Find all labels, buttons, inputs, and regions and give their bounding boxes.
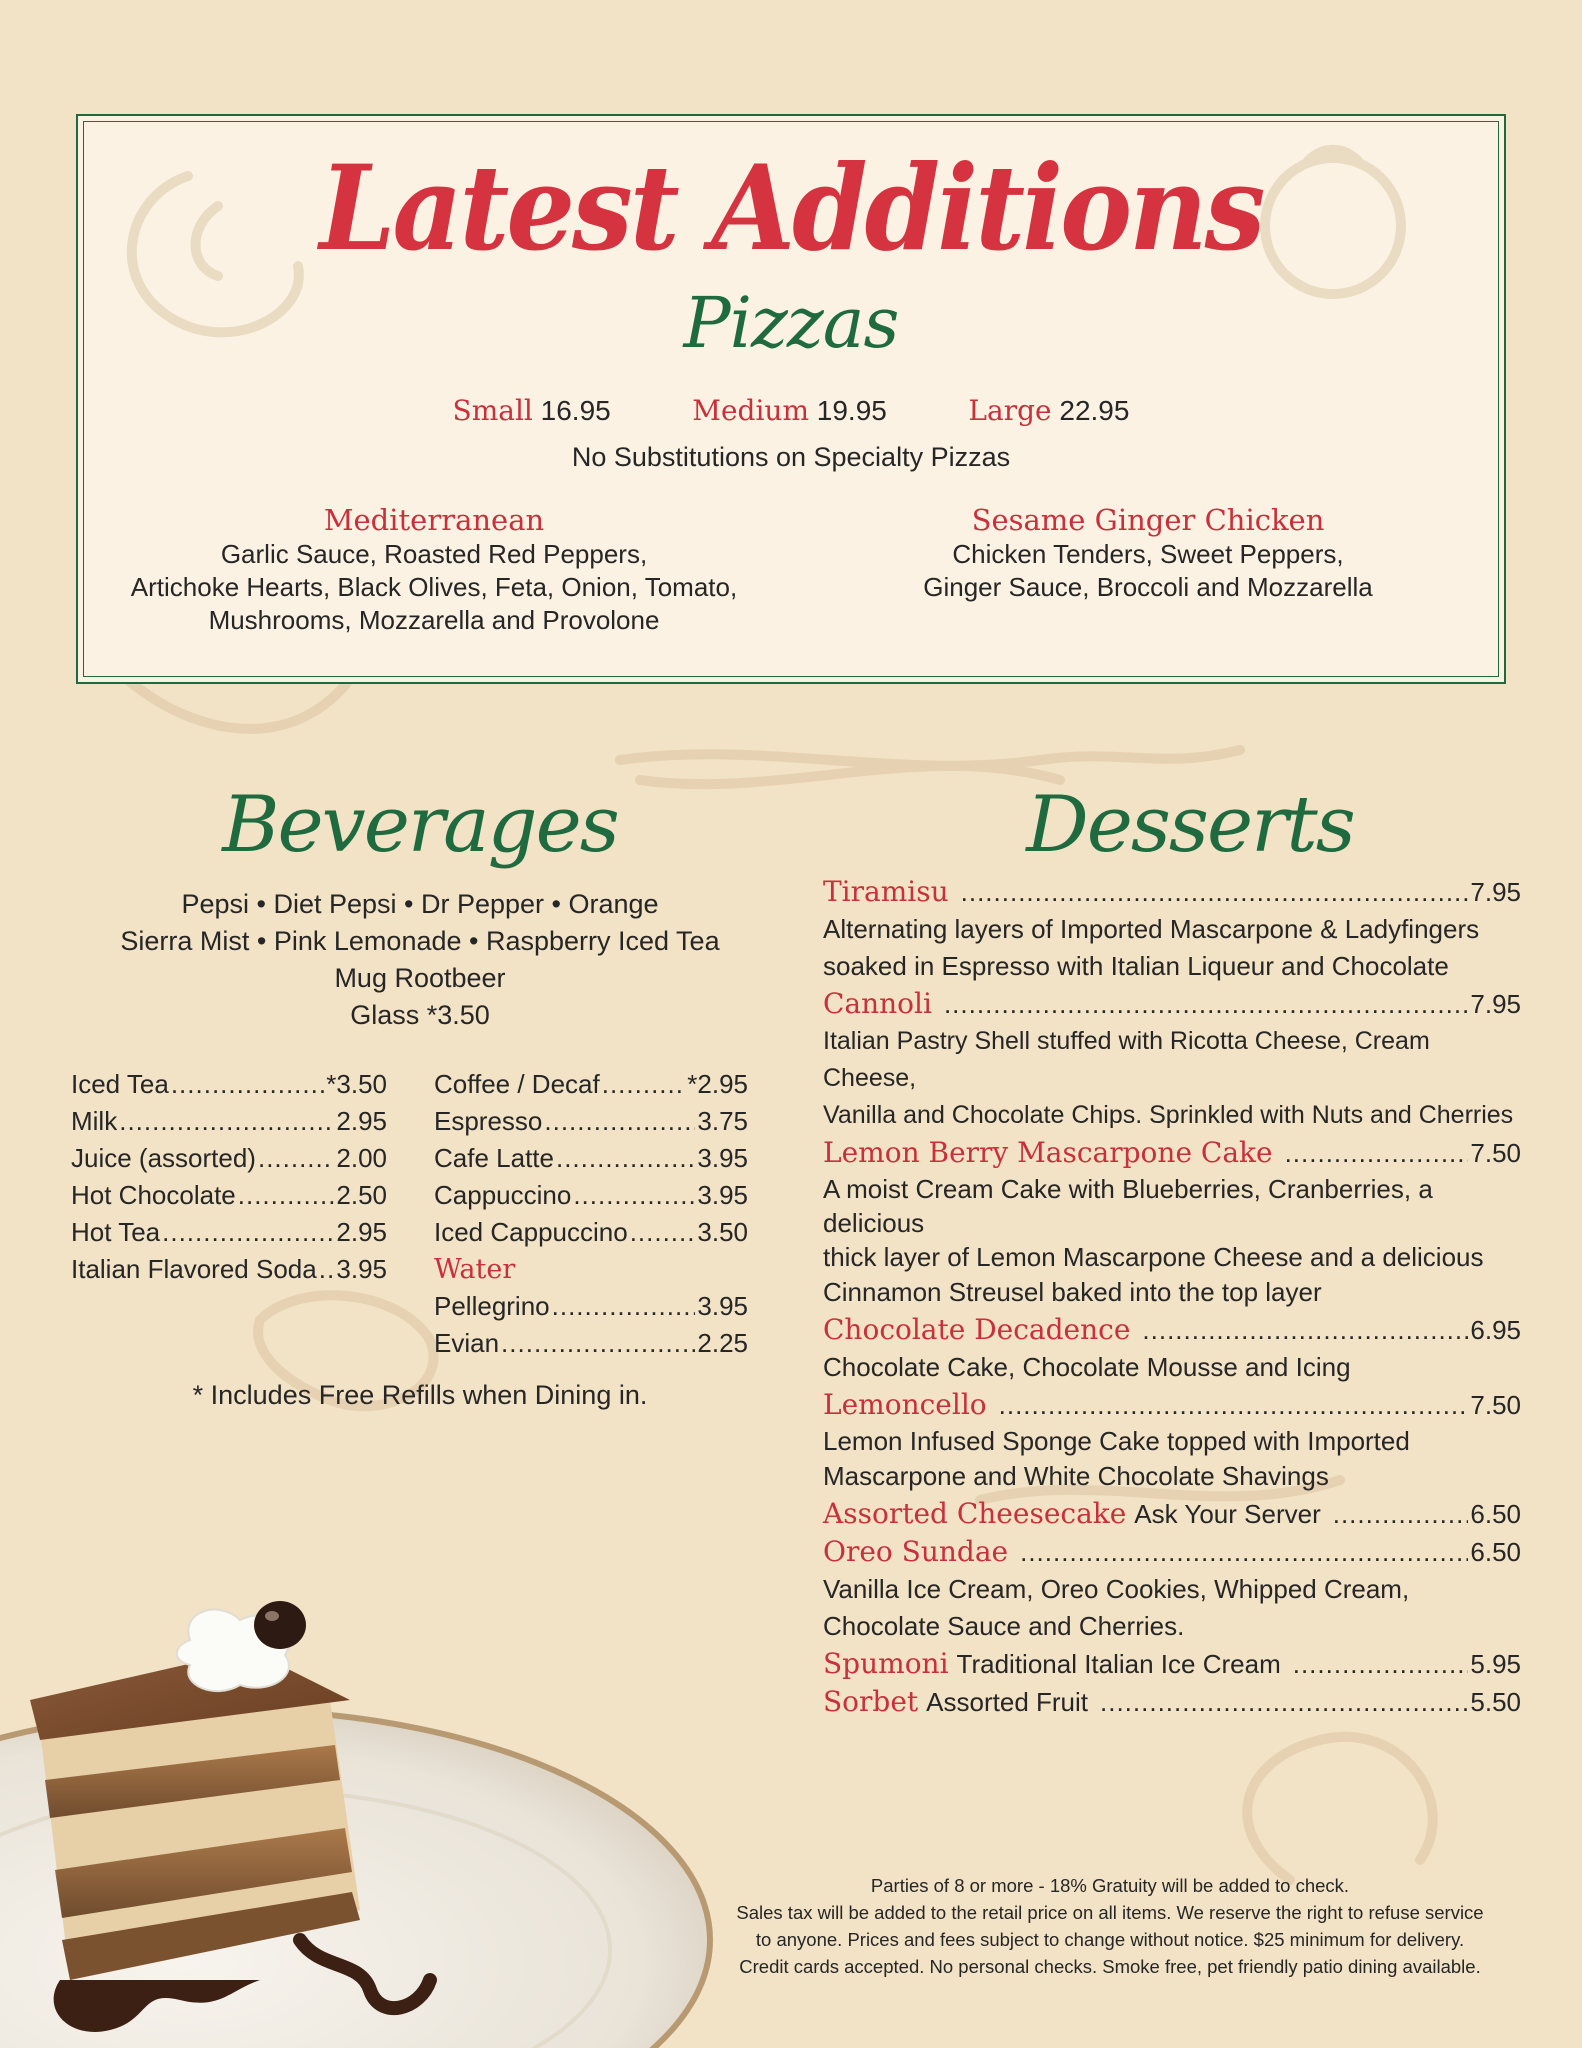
soda-list	[60, 886, 780, 1034]
pizza-ingredients: Mushrooms, Mozzarella and Provolone	[208, 605, 660, 635]
size-large-label: Large	[968, 394, 1052, 427]
dessert-row	[823, 1533, 1521, 1571]
beverage-row	[71, 1251, 387, 1288]
dessert-name: Lemoncello	[823, 1388, 987, 1421]
size-medium-price: 19.95	[816, 395, 887, 426]
dessert-name: Lemon Berry Mascarpone Cake	[823, 1136, 1273, 1169]
beverage-price: 2.00	[336, 1143, 387, 1173]
dessert-price: 7.50	[1470, 1390, 1521, 1420]
dessert-list	[823, 873, 1521, 1721]
dessert-price: 5.50	[1470, 1687, 1521, 1717]
beverage-price: 2.50	[336, 1180, 387, 1210]
water-name: Evian	[434, 1328, 500, 1358]
dessert-note: Assorted Fruit	[926, 1687, 1088, 1717]
footer-policy	[690, 1872, 1530, 1980]
water-row	[434, 1325, 748, 1362]
beverage-name: Cafe Latte	[434, 1143, 554, 1173]
beverage-name: Hot Chocolate	[71, 1180, 236, 1210]
beverage-name: Hot Tea	[71, 1217, 161, 1247]
beverage-name: Coffee / Decaf	[434, 1069, 600, 1099]
pizza-sizes	[78, 394, 1504, 427]
beverage-row	[71, 1177, 387, 1214]
dessert-description: Italian Pastry Shell stuffed with Ricotta Cheese, Cream Cheese,	[823, 1027, 1430, 1092]
size-medium-label: Medium	[692, 394, 809, 427]
dessert-name: Spumoni	[823, 1647, 949, 1680]
dessert-row	[823, 1495, 1521, 1533]
dessert-note: Ask Your Server	[1134, 1499, 1321, 1529]
dessert-description: Mascarpone and White Chocolate Shavings	[823, 1461, 1329, 1491]
pizza-ingredients: Chicken Tenders, Sweet Peppers,	[952, 539, 1344, 569]
dessert-price: 7.50	[1470, 1138, 1521, 1168]
dessert-name: Cannoli	[823, 987, 932, 1020]
pizza-mediterranean	[114, 502, 754, 637]
beverage-row	[71, 1214, 387, 1251]
footer-line: Credit cards accepted. No personal checks. Smoke free, pet friendly patio dining available.	[739, 1956, 1481, 1977]
water-name: Pellegrino	[434, 1291, 550, 1321]
footer-line: to anyone. Prices and fees subject to change without notice. $25 minimum for delivery.	[755, 1929, 1465, 1950]
size-large-price: 22.95	[1059, 395, 1130, 426]
dessert-row	[823, 1386, 1521, 1424]
dessert-name: Tiramisu	[823, 875, 949, 908]
pizza-sesame-ginger-chicken	[898, 502, 1398, 604]
beverage-row	[71, 1140, 387, 1177]
beverage-column-1	[71, 1066, 387, 1288]
dessert-note: Traditional Italian Ice Cream	[956, 1649, 1281, 1679]
dessert-description: A moist Cream Cake with Blueberries, Cranberries, a delicious	[823, 1174, 1433, 1238]
refill-note: * Includes Free Refills when Dining in.	[192, 1380, 648, 1410]
size-small-label: Small	[452, 394, 533, 427]
dessert-price: 6.95	[1470, 1315, 1521, 1345]
beverage-row	[434, 1066, 748, 1103]
latest-additions-box	[76, 114, 1506, 684]
beverage-name: Iced Cappuccino	[434, 1217, 628, 1247]
water-heading: Water	[434, 1254, 516, 1285]
beverage-price: 3.75	[697, 1106, 748, 1136]
beverage-price: 3.95	[697, 1143, 748, 1173]
beverage-name: Juice (assorted)	[71, 1143, 256, 1173]
beverage-row	[434, 1214, 748, 1251]
dessert-price: 5.95	[1470, 1649, 1521, 1679]
dessert-description: Chocolate Cake, Chocolate Mousse and Icing	[823, 1352, 1351, 1382]
pizza-ingredients: Ginger Sauce, Broccoli and Mozzarella	[923, 572, 1373, 602]
soda-line: Mug Rootbeer	[334, 963, 506, 993]
dessert-description: Alternating layers of Imported Mascarpone & Ladyfingers	[823, 914, 1480, 944]
beverage-column-2	[434, 1066, 748, 1362]
beverage-name: Espresso	[434, 1106, 543, 1136]
beverage-row	[434, 1103, 748, 1140]
dessert-name: Oreo Sundae	[823, 1535, 1009, 1568]
dessert-description: Lemon Infused Sponge Cake topped with Imported	[823, 1426, 1410, 1456]
beverage-name: Italian Flavored Soda	[71, 1254, 317, 1284]
soda-line: Pepsi • Diet Pepsi • Dr Pepper • Orange	[181, 889, 659, 919]
dessert-description: soaked in Espresso with Italian Liqueur and Chocolate	[823, 951, 1449, 981]
beverage-name: Milk	[71, 1106, 118, 1136]
dessert-name: Chocolate Decadence	[823, 1313, 1131, 1346]
dessert-price: 6.50	[1470, 1537, 1521, 1567]
dessert-description: thick layer of Lemon Mascarpone Cheese and a delicious	[823, 1242, 1484, 1272]
beverage-price: 2.95	[336, 1106, 387, 1136]
dessert-row	[823, 985, 1521, 1023]
latest-additions-title: Latest Additions	[319, 140, 1263, 278]
dessert-name: Assorted Cheesecake	[823, 1497, 1127, 1530]
dessert-description: Vanilla and Chocolate Chips. Sprinkled with Nuts and Cherries	[823, 1101, 1514, 1129]
desserts-heading: Desserts	[1026, 780, 1354, 870]
beverages-heading: Beverages	[222, 780, 618, 870]
beverage-price: 3.95	[336, 1254, 387, 1284]
footer-line: Parties of 8 or more - 18% Gratuity will be added to check.	[870, 1875, 1350, 1896]
dessert-price: 7.95	[1470, 877, 1521, 907]
soda-line: Glass *3.50	[350, 1000, 490, 1030]
pizza-ingredients: Garlic Sauce, Roasted Red Peppers,	[220, 539, 648, 569]
dessert-description: Chocolate Sauce and Cherries.	[823, 1611, 1185, 1641]
footer-line: Sales tax will be added to the retail price on all items. We reserve the right to refuse service	[736, 1902, 1484, 1923]
dessert-description: Cinnamon Streusel baked into the top layer	[823, 1277, 1322, 1307]
dessert-price: 6.50	[1470, 1499, 1521, 1529]
dessert-row	[823, 873, 1521, 911]
beverage-name: Cappuccino	[434, 1180, 572, 1210]
dessert-description: Vanilla Ice Cream, Oreo Cookies, Whipped Cream,	[823, 1574, 1410, 1604]
substitution-note: No Substitutions on Specialty Pizzas	[571, 442, 1011, 472]
pizza-name: Sesame Ginger Chicken	[971, 503, 1325, 537]
beverage-row	[434, 1177, 748, 1214]
soda-line: Sierra Mist • Pink Lemonade • Raspberry Iced Tea	[120, 926, 720, 956]
beverage-name: Iced Tea	[71, 1069, 169, 1099]
beverage-price: 3.95	[697, 1180, 748, 1210]
beverage-row	[71, 1066, 387, 1103]
size-small-price: 16.95	[540, 395, 611, 426]
beverage-price: 2.95	[336, 1217, 387, 1247]
water-price: 2.25	[697, 1328, 748, 1358]
beverage-price: *2.95	[687, 1069, 748, 1099]
water-row	[434, 1288, 748, 1325]
pizza-name: Mediterranean	[323, 503, 545, 537]
dessert-row	[823, 1683, 1521, 1721]
dessert-row	[823, 1134, 1521, 1172]
beverage-price: *3.50	[326, 1069, 387, 1099]
water-price: 3.95	[697, 1291, 748, 1321]
dessert-row	[823, 1645, 1521, 1683]
pizzas-heading: Pizzas	[683, 282, 899, 364]
dessert-row	[823, 1311, 1521, 1349]
tiramisu-photo	[0, 1580, 740, 2048]
pizza-ingredients: Artichoke Hearts, Black Olives, Feta, Onion, Tomato,	[130, 572, 738, 602]
dessert-name: Sorbet	[823, 1685, 919, 1718]
beverage-price: 3.50	[697, 1217, 748, 1247]
beverage-row	[434, 1140, 748, 1177]
beverage-row	[71, 1103, 387, 1140]
dessert-price: 7.95	[1470, 989, 1521, 1019]
